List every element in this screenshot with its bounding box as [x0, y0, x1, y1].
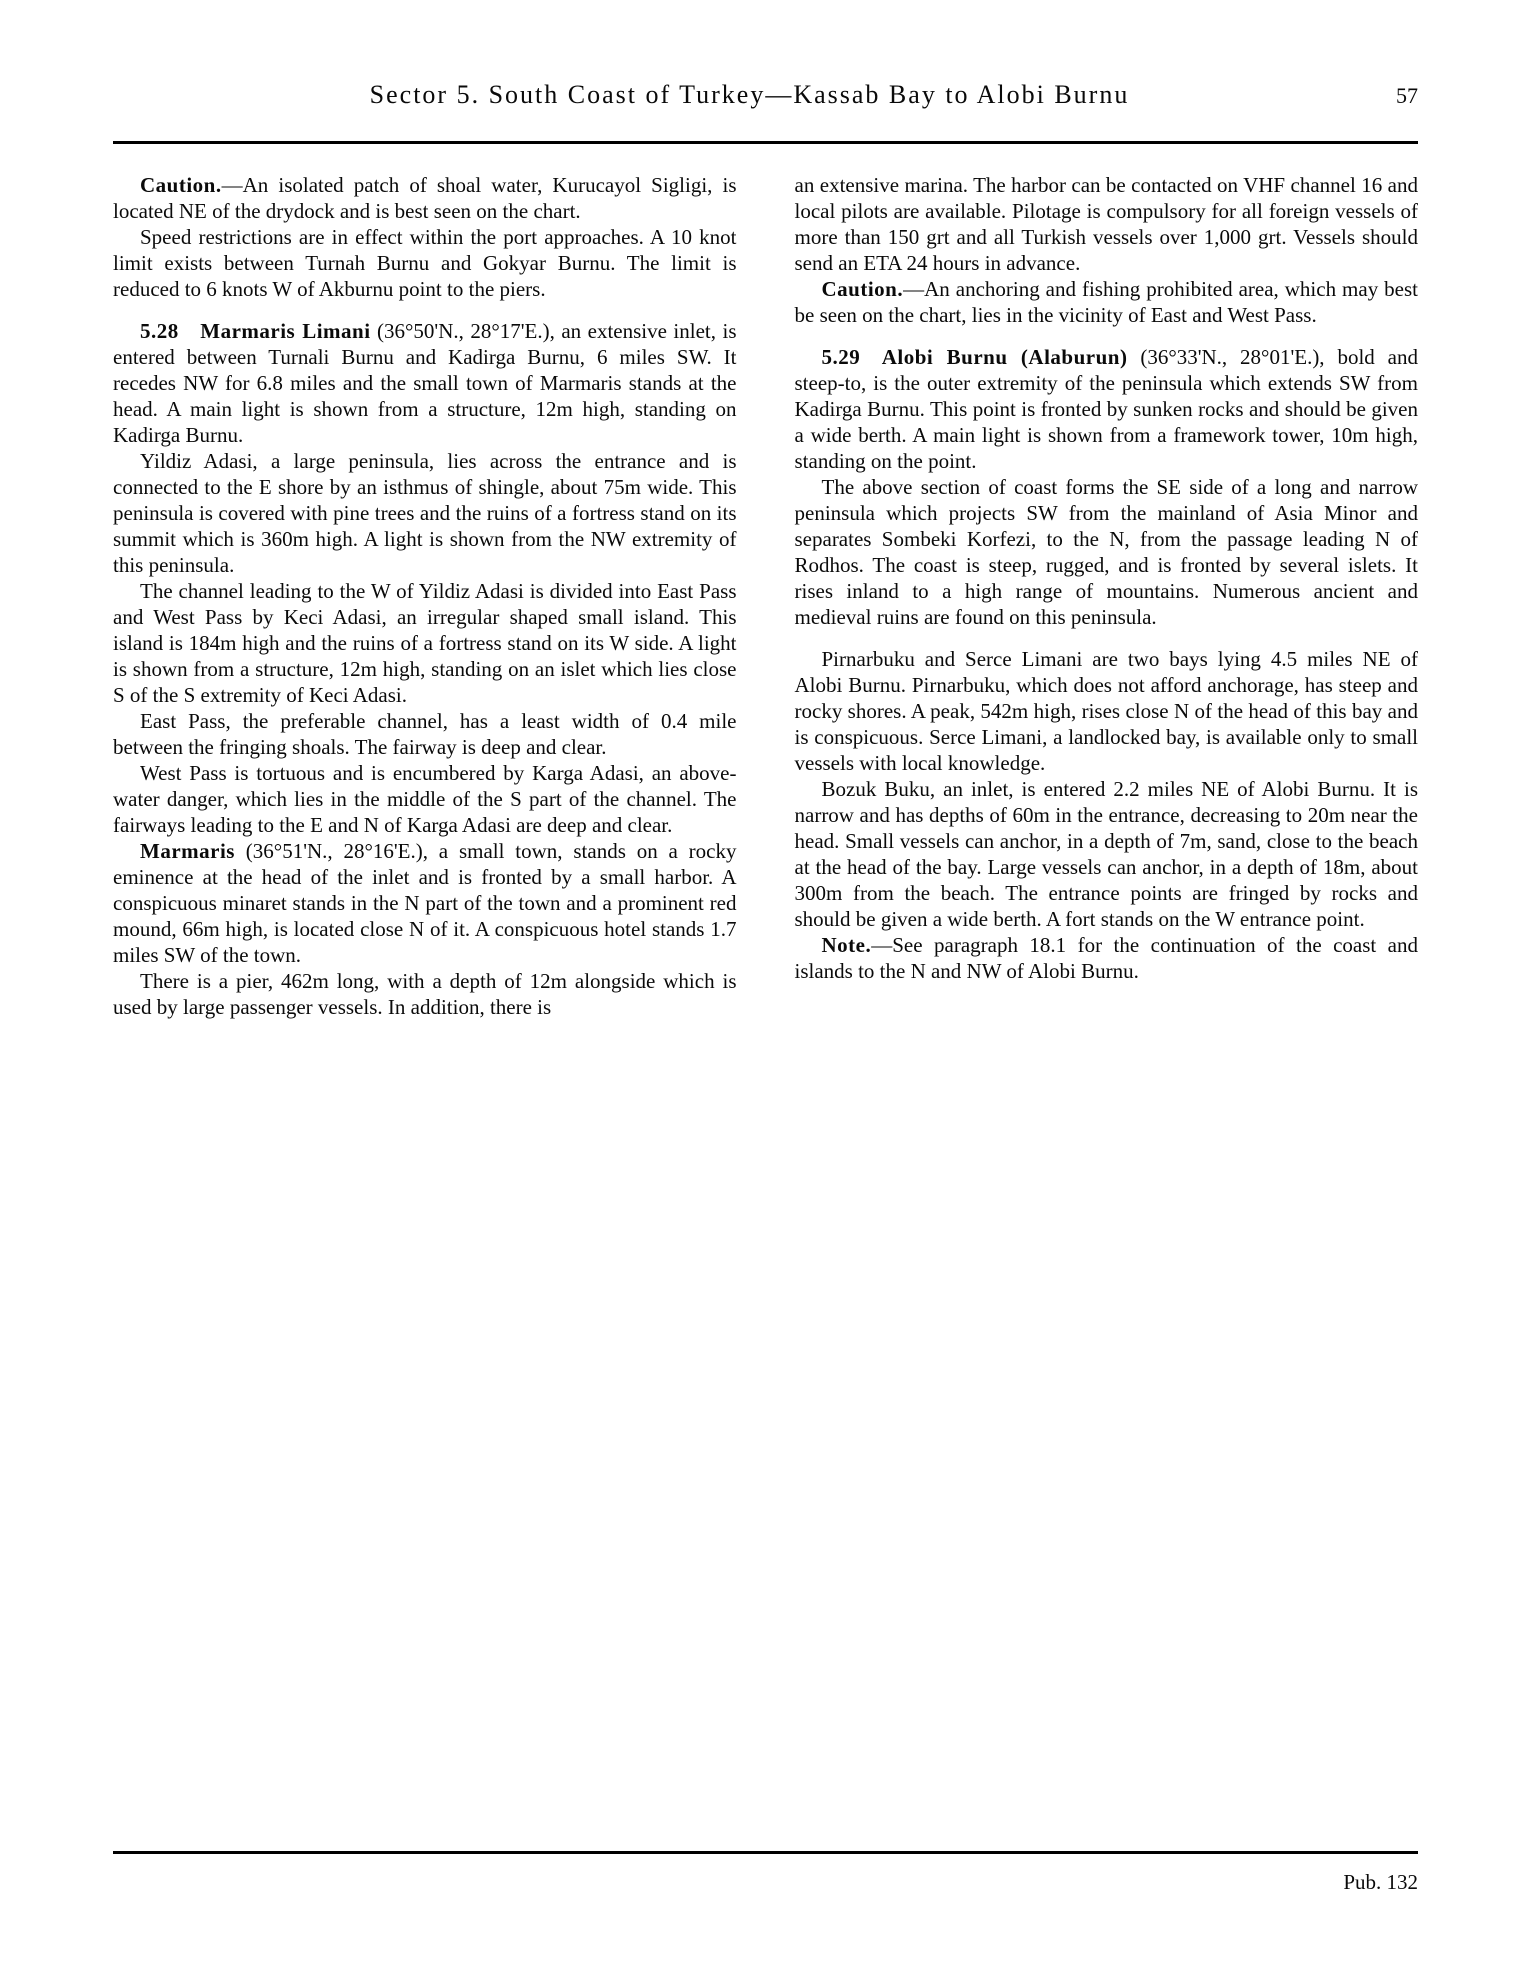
- paragraph: [113, 968, 737, 1020]
- text-run: Yildiz Adasi, a large peninsula, lies across the entrance and is connected to the E shore by an isthmus of shingle, about 75m wide. This peninsula is covered with pine trees and the ruins of a fortress stand on its summit which is 360m high. A light is shown from the NW extremity of this peninsula.: [113, 449, 737, 577]
- text-run: The channel leading to the W of Yildiz Adasi is divided into East Pass and West Pass by Keci Adasi, an irregular shaped small island. This island is 184m high and the ruins of a fortress stand on its W side. A light is shown from a structure, 12m high, standing on an islet which lies close S of the S extremity of Keci Adasi.: [113, 579, 737, 707]
- paragraph: [795, 276, 1419, 328]
- publication-number: Pub. 132: [1343, 1870, 1418, 1894]
- bold-term: Caution.: [821, 277, 904, 301]
- paragraph: [795, 932, 1419, 984]
- paragraph: [113, 838, 737, 968]
- text-run: (36°50'N., 28°17'E.), an extensive inlet, is entered between Turnali Burnu and Kadirga Burnu, 6 miles SW. It recedes NW for 6.8 miles and the small town of Marmaris stands at the head. A main light is shown from a structure, 12m high, standing on Kadirga Burnu.: [113, 319, 737, 447]
- right-column: [795, 172, 1419, 1020]
- paragraph: [795, 646, 1419, 776]
- left-column: [113, 172, 737, 1020]
- paragraph: [113, 578, 737, 708]
- content-columns: [113, 172, 1418, 1020]
- bold-term: 5.28 Marmaris Limani: [140, 319, 371, 343]
- page-title: Sector 5. South Coast of Turkey—Kassab Bay to Alobi Burnu: [369, 80, 1130, 109]
- paragraph: [113, 224, 737, 302]
- paragraph: [113, 448, 737, 578]
- paragraph: [113, 760, 737, 838]
- page-number: 57: [1396, 83, 1418, 108]
- paragraph: [795, 776, 1419, 932]
- bold-term: Note.: [821, 933, 872, 957]
- text-run: There is a pier, 462m long, with a depth of 12m alongside which is used by large passenger vessels. In addition, there is: [113, 969, 737, 1019]
- paragraph: [795, 344, 1419, 474]
- text-run: (36°51'N., 28°16'E.), a small town, stands on a rocky eminence at the head of the inlet and is fronted by a small harbor. A conspicuous minaret stands in the N part of the town and a prominent red mound, 66m high, is located close N of it. A conspicuous hotel stands 1.7 miles SW of the town.: [113, 839, 737, 967]
- page-header: [113, 80, 1418, 110]
- text-run: Pirnarbuku and Serce Limani are two bays lying 4.5 miles NE of Alobi Burnu. Pirnarbuku, which does not afford anchorage, has steep and rocky shores. A peak, 542m high, rises close N of the head of this bay and is conspicuous. Serce Limani, a landlocked bay, is available only to small vessels with local knowledge.: [794, 647, 1418, 775]
- text-run: —An isolated patch of shoal water, Kurucayol Sigligi, is located NE of the drydock and is best seen on the chart.: [113, 173, 737, 223]
- paragraph: [113, 708, 737, 760]
- text-run: Speed restrictions are in effect within the port approaches. A 10 knot limit exists between Turnah Burnu and Gokyar Burnu. The limit is reduced to 6 knots W of Akburnu point to the piers.: [113, 225, 737, 301]
- text-run: —An anchoring and fishing prohibited area, which may best be seen on the chart, lies in the vicinity of East and West Pass.: [794, 277, 1418, 327]
- bold-term: 5.29 Alobi Burnu (Alaburun): [821, 345, 1128, 369]
- paragraph: [113, 172, 737, 224]
- text-run: (36°33'N., 28°01'E.), bold and steep-to, is the outer extremity of the peninsula which extends SW from Kadirga Burnu. This point is fronted by sunken rocks and should be given a wide berth. A main light is shown from a framework tower, 10m high, standing on the point.: [794, 345, 1418, 473]
- text-run: The above section of coast forms the SE side of a long and narrow peninsula which projects SW from the mainland of Asia Minor and separates Sombeki Korfezi, to the N, from the passage leading N of Rodhos. The coast is steep, rugged, and is fronted by several islets. It rises inland to a high range of mountains. Numerous ancient and medieval ruins are found on this peninsula.: [794, 475, 1418, 629]
- text-run: Bozuk Buku, an inlet, is entered 2.2 miles NE of Alobi Burnu. It is narrow and has depths of 60m in the entrance, decreasing to 20m near the head. Small vessels can anchor, in a depth of 7m, sand, close to the beach at the head of the bay. Large vessels can anchor, in a depth of 18m, about 300m from the beach. The entrance points are fringed by rocks and should be given a wide berth. A fort stands on the W entrance point.: [794, 777, 1418, 931]
- header-rule: [113, 141, 1418, 144]
- text-run: —See paragraph 18.1 for the continuation of the coast and islands to the N and NW of Alobi Burnu.: [794, 933, 1418, 983]
- paragraph: [113, 318, 737, 448]
- paragraph: [795, 474, 1419, 630]
- text-run: an extensive marina. The harbor can be contacted on VHF channel 16 and local pilots are available. Pilotage is compulsory for all foreign vessels of more than 150 grt and all Turkish vessels over 1,000 grt. Vessels should send an ETA 24 hours in advance.: [794, 173, 1418, 275]
- bold-term: Caution.: [140, 173, 222, 197]
- footer-rule: [113, 1851, 1418, 1854]
- bold-term: Marmaris: [140, 839, 235, 863]
- paragraph: [795, 172, 1419, 276]
- text-run: West Pass is tortuous and is encumbered by Karga Adasi, an above-water danger, which lies in the middle of the S part of the channel. The fairways leading to the E and N of Karga Adasi are deep and clear.: [113, 761, 737, 837]
- text-run: East Pass, the preferable channel, has a least width of 0.4 mile between the fringing shoals. The fairway is deep and clear.: [113, 709, 737, 759]
